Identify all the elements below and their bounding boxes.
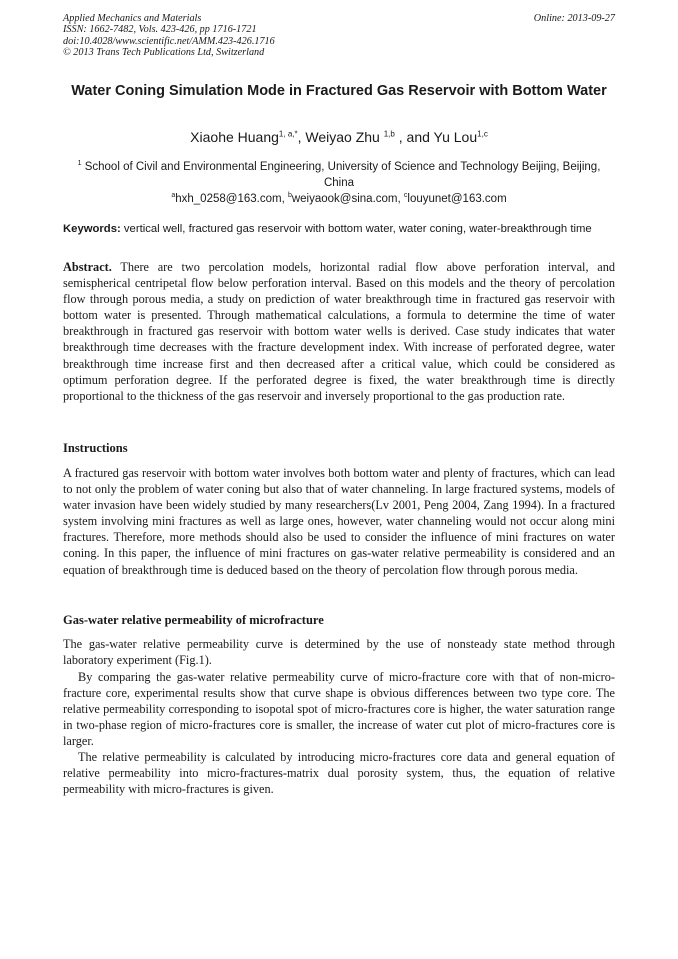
email-link[interactable]: hxh_0258@163.com — [175, 192, 282, 205]
author-affil-mark: 1, a,* — [278, 129, 298, 139]
gas-water-paragraph-1: The gas-water relative permeability curve is determined by the use of nonsteady state method through laboratory experiment (Fig.1). — [63, 637, 615, 668]
section-heading-instructions: Instructions — [63, 441, 128, 455]
instructions-paragraph: A fractured gas reservoir with bottom water involves both bottom water and plenty of fractures, which can lead to not only the problem of water coning but also that of water channeling. In large fractured systems, models of water invasion have been widely studied by many researchers(Lv 2001, Peng 2004, Zang 1994). In a fractured system involving mini fractures as well as large ones, however, water channeling would not occur along mini fractures. Therefore, more methods should also be used to consider the influence of mini fractures on water coning. In this paper, the influence of mini fractures on gas-water relative permeability is considered and an equation of breakthrough time is deduced based on the theory of percolation flow through porous media. — [63, 466, 615, 577]
journal-name: Applied Mechanics and Materials — [63, 13, 202, 24]
doi-line[interactable]: doi:10.4028/www.scientific.net/AMM.423-426.1716 — [63, 35, 275, 47]
author-affil-mark: 1,b — [383, 129, 395, 139]
keywords-text: vertical well, fractured gas reservoir with bottom water, water coning, water-breakthrough time — [120, 223, 592, 235]
affiliation-mark: 1 — [77, 160, 82, 167]
abstract — [63, 259, 615, 404]
author-name: Xiaohe Huang — [190, 129, 279, 145]
gas-water-paragraph-2: By comparing the gas-water relative permeability curve of micro-fracture core with that of non-micro-fracture core, experimental results show that curve shape is obvious differences between two type core. The relative permeability corresponding to isopotal spot of micro-fractures core is higher, the water saturation range in two-phase region of micro-fractures core is smaller, the increase of water cut plot of micro-fractures core is larger. — [63, 670, 615, 749]
journal-header — [63, 13, 275, 59]
affiliation-text: School of Civil and Environmental Engineering, University of Science and Technology Beijing, Beijing, China — [84, 160, 601, 190]
issn-line: ISSN: 1662-7482, Vols. 423-426, pp 1716-1721 — [63, 24, 257, 36]
copyright-line: © 2013 Trans Tech Publications Ltd, Switzerland — [63, 47, 265, 59]
author-name: Weiyao Zhu — [305, 129, 380, 145]
author-affil-mark: 1,c — [477, 129, 488, 139]
online-date: Online: 2013-09-27 — [533, 13, 615, 24]
email-link[interactable]: weiyaook@sina.com — [291, 192, 398, 205]
email-list: $^a$hxh_0258@163.com, $^b$weiyaook@sina.com, $^c$louyunet@163.com — [171, 192, 507, 205]
abstract-text: There are two percolation models, horizontal radial flow above perforation interval, and semispherical centripetal flow below perforation interval. Based on this models and the theory of percolation flow through porous media, a study on prediction of water breakthrough time in fractured gas reservoir with bottom water is presented. Through mathematical calculations, a formula to determine the time of water breakthrough in fractured gas reservoir with bottom water wells is derived. Case study indicates that water breakthrough time decreases with the fracture development index. With increase of perforated degree, water breakthrough time increase first and then decreased after a critical value, which could be considered as optimum perforation degree. If the perforated degree is fixed, the water breakthrough time is directly proportional to the thickness of the gas reservoir and inversely proportional to the gas production rate. — [63, 260, 615, 403]
email-link[interactable]: louyunet@163.com — [407, 192, 507, 205]
keywords — [63, 222, 615, 236]
section-heading-gas-water: Gas-water relative permeability of microfracture — [63, 613, 324, 627]
paper-title: Water Coning Simulation Mode in Fractured Gas Reservoir with Bottom Water — [71, 83, 607, 99]
gas-water-paragraph-3: The relative permeability is calculated by introducing micro-fractures core data and general equation of relative permeability into micro-fractures-matrix dual porosity system, thus, the equation of relative permeability with micro-fractures is given. — [63, 750, 615, 797]
abstract-label: Abstract. — [63, 260, 112, 274]
author-name: Yu Lou — [433, 129, 478, 145]
affiliation — [63, 156, 615, 192]
keywords-label: Keywords: — [63, 223, 121, 235]
author-list: Xiaohe Huang$^{1, a,*}$, Weiyao Zhu $^{1,b}$ , and Yu Lou$^{1,c}$ — [190, 129, 488, 145]
